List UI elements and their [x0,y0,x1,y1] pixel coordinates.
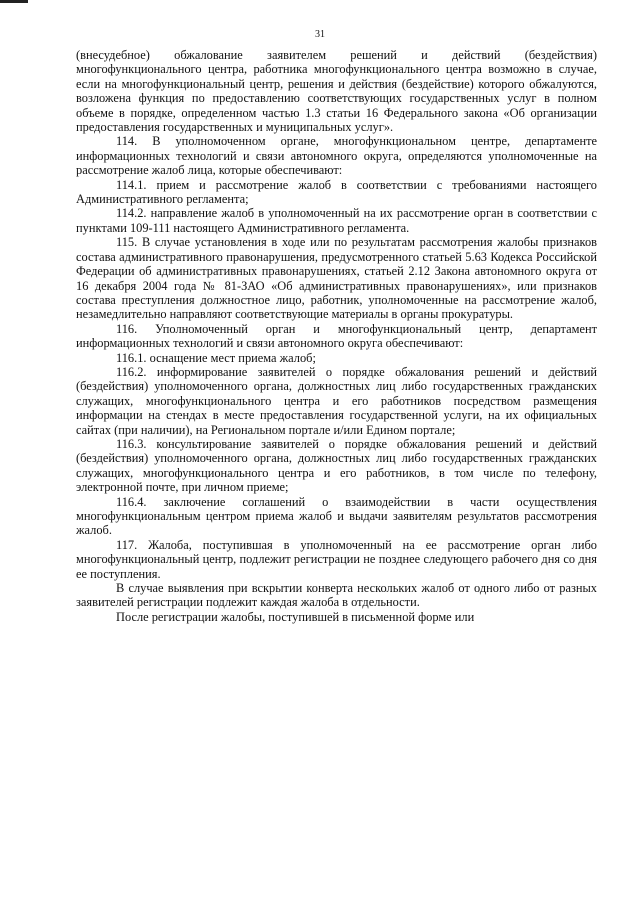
paragraph-116-4: 116.4. заключение соглашений о взаимодействии в части осуществления многофункциональным центром приема жалоб и выдачи заявителям результатов рассмотрения жалоб. [76,494,597,538]
top-rule [0,0,28,3]
document-body [76,48,597,624]
paragraph-116-2: 116.2. информирование заявителей о порядке обжалования решений и действий (бездействия) уполномоченного органа, должностных лиц либо государственных гражданских служащих, многофункционального центра и его работников посредством размещения информации на стендах в месте предоставления государственной услуги, на их официальных сайтах (при наличии), на Региональном портале и/или Едином портале; [76,364,597,437]
paragraph-continuation: (внесудебное) обжалование заявителем решений и действий (бездействия) многофункционального центра, работника многофункционального центра возможно в случае, если на многофункциональный центр, решения и действия (бездействие) которого обжалуются, возложена функция по предоставлению соответствующих государственных услуг в полном объеме в порядке, определенном частью 1.3 статьи 16 Федерального закона «Об организации предоставления государственных и муниципальных услуг». [76,48,597,135]
paragraph-after-registration: После регистрации жалобы, поступившей в письменной форме или [116,609,475,624]
paragraph-116: 116. Уполномоченный орган и многофункциональный центр, департамент информационных технологий и связи автономного округа обеспечивают: [76,321,597,351]
paragraph-115: 115. В случае установления в ходе или по результатам рассмотрения жалобы признаков состава административного правонарушения, предусмотренного статьей 5.63 Кодекса Российской Федерации об административных правонарушениях, статьей 2.12 Закона автономного округа от 16 декабря 2004 года № 81-ЗАО «Об административных правонарушениях», или признаков состава преступления должностное лицо, работник, уполномоченные на рассмотрение жалоб, незамедлительно направляют соответствующие материалы в органы прокуратуры. [76,235,597,322]
paragraph-114-1: 114.1. прием и рассмотрение жалоб в соответствии с требованиями настоящего Административного регламента; [76,177,597,207]
paragraph-116-3: 116.3. консультирование заявителей о порядке обжалования решений и действий (бездействия) уполномоченного органа, должностных лиц либо государственных гражданских служащих, многофункционального центра и его работников, в том числе по телефону, электронной почте, при личном приеме; [76,436,597,495]
paragraph-117: 117. Жалоба, поступившая в уполномоченный на ее рассмотрение орган либо многофункциональный центр, подлежит регистрации не позднее следующего рабочего дня со дня ее поступления. [76,537,597,581]
paragraph-multiple-complaints: В случае выявления при вскрытии конверта нескольких жалоб от одного либо от разных заявителей регистрации подлежит каждая жалоба в отдельности. [76,581,597,610]
paragraph-114: 114. В уполномоченном органе, многофункциональном центре, департаменте информационных технологий и связи автономного округа, определяются уполномоченные на рассмотрение жалоб лица, которые обеспечивают: [76,134,597,178]
page-number: 31 [315,29,325,40]
paragraph-116-1: 116.1. оснащение мест приема жалоб; [116,350,316,365]
paragraph-114-2: 114.2. направление жалоб в уполномоченный на их рассмотрение орган в соответствии с пунктами 109-111 настоящего Административного регламента. [76,206,597,235]
